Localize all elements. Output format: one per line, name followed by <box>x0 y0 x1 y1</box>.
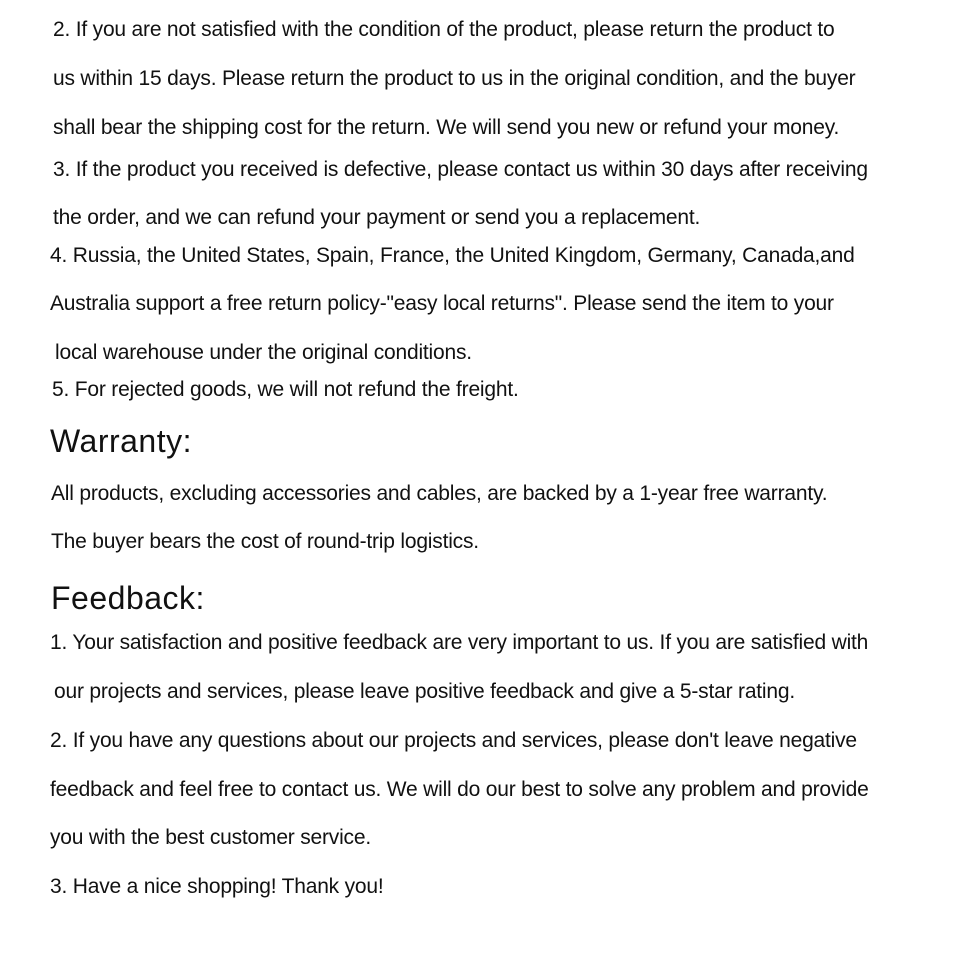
warranty-line-2: The buyer bears the cost of round-trip logistics. <box>51 530 479 553</box>
returns-item-2-line-2: us within 15 days. Please return the product to us in the original condition, and the buyer <box>53 67 856 90</box>
warranty-heading: Warranty: <box>50 423 192 459</box>
feedback-item-2-line-3: you with the best customer service. <box>50 826 371 849</box>
returns-item-3-line-1: 3. If the product you received is defective, please contact us within 30 days after receiving <box>53 158 868 181</box>
returns-item-2-line-3: shall bear the shipping cost for the return. We will send you new or refund your money. <box>53 116 840 139</box>
feedback-item-1-line-1: 1. Your satisfaction and positive feedback are very important to us. If you are satisfied with <box>50 631 869 654</box>
returns-item-4-line-3: local warehouse under the original conditions. <box>55 341 472 364</box>
feedback-item-3-line-1: 3. Have a nice shopping! Thank you! <box>50 875 384 898</box>
returns-item-4-line-2: Australia support a free return policy-"easy local returns". Please send the item to your <box>50 292 834 315</box>
returns-item-5-line-1: 5. For rejected goods, we will not refund the freight. <box>52 378 519 401</box>
returns-item-4-line-1: 4. Russia, the United States, Spain, France, the United Kingdom, Germany, Canada,and <box>50 244 855 267</box>
feedback-item-2-line-2: feedback and feel free to contact us. We will do our best to solve any problem and provide <box>50 778 869 801</box>
warranty-line-1: All products, excluding accessories and cables, are backed by a 1-year free warranty. <box>51 482 828 505</box>
returns-item-3-line-2: the order, and we can refund your payment or send you a replacement. <box>53 206 701 229</box>
returns-item-2-line-1: 2. If you are not satisfied with the condition of the product, please return the product to <box>53 18 835 41</box>
feedback-item-2-line-1: 2. If you have any questions about our projects and services, please don't leave negative <box>50 729 857 752</box>
feedback-item-1-line-2: our projects and services, please leave positive feedback and give a 5-star rating. <box>54 680 795 703</box>
feedback-heading: Feedback: <box>51 580 205 616</box>
